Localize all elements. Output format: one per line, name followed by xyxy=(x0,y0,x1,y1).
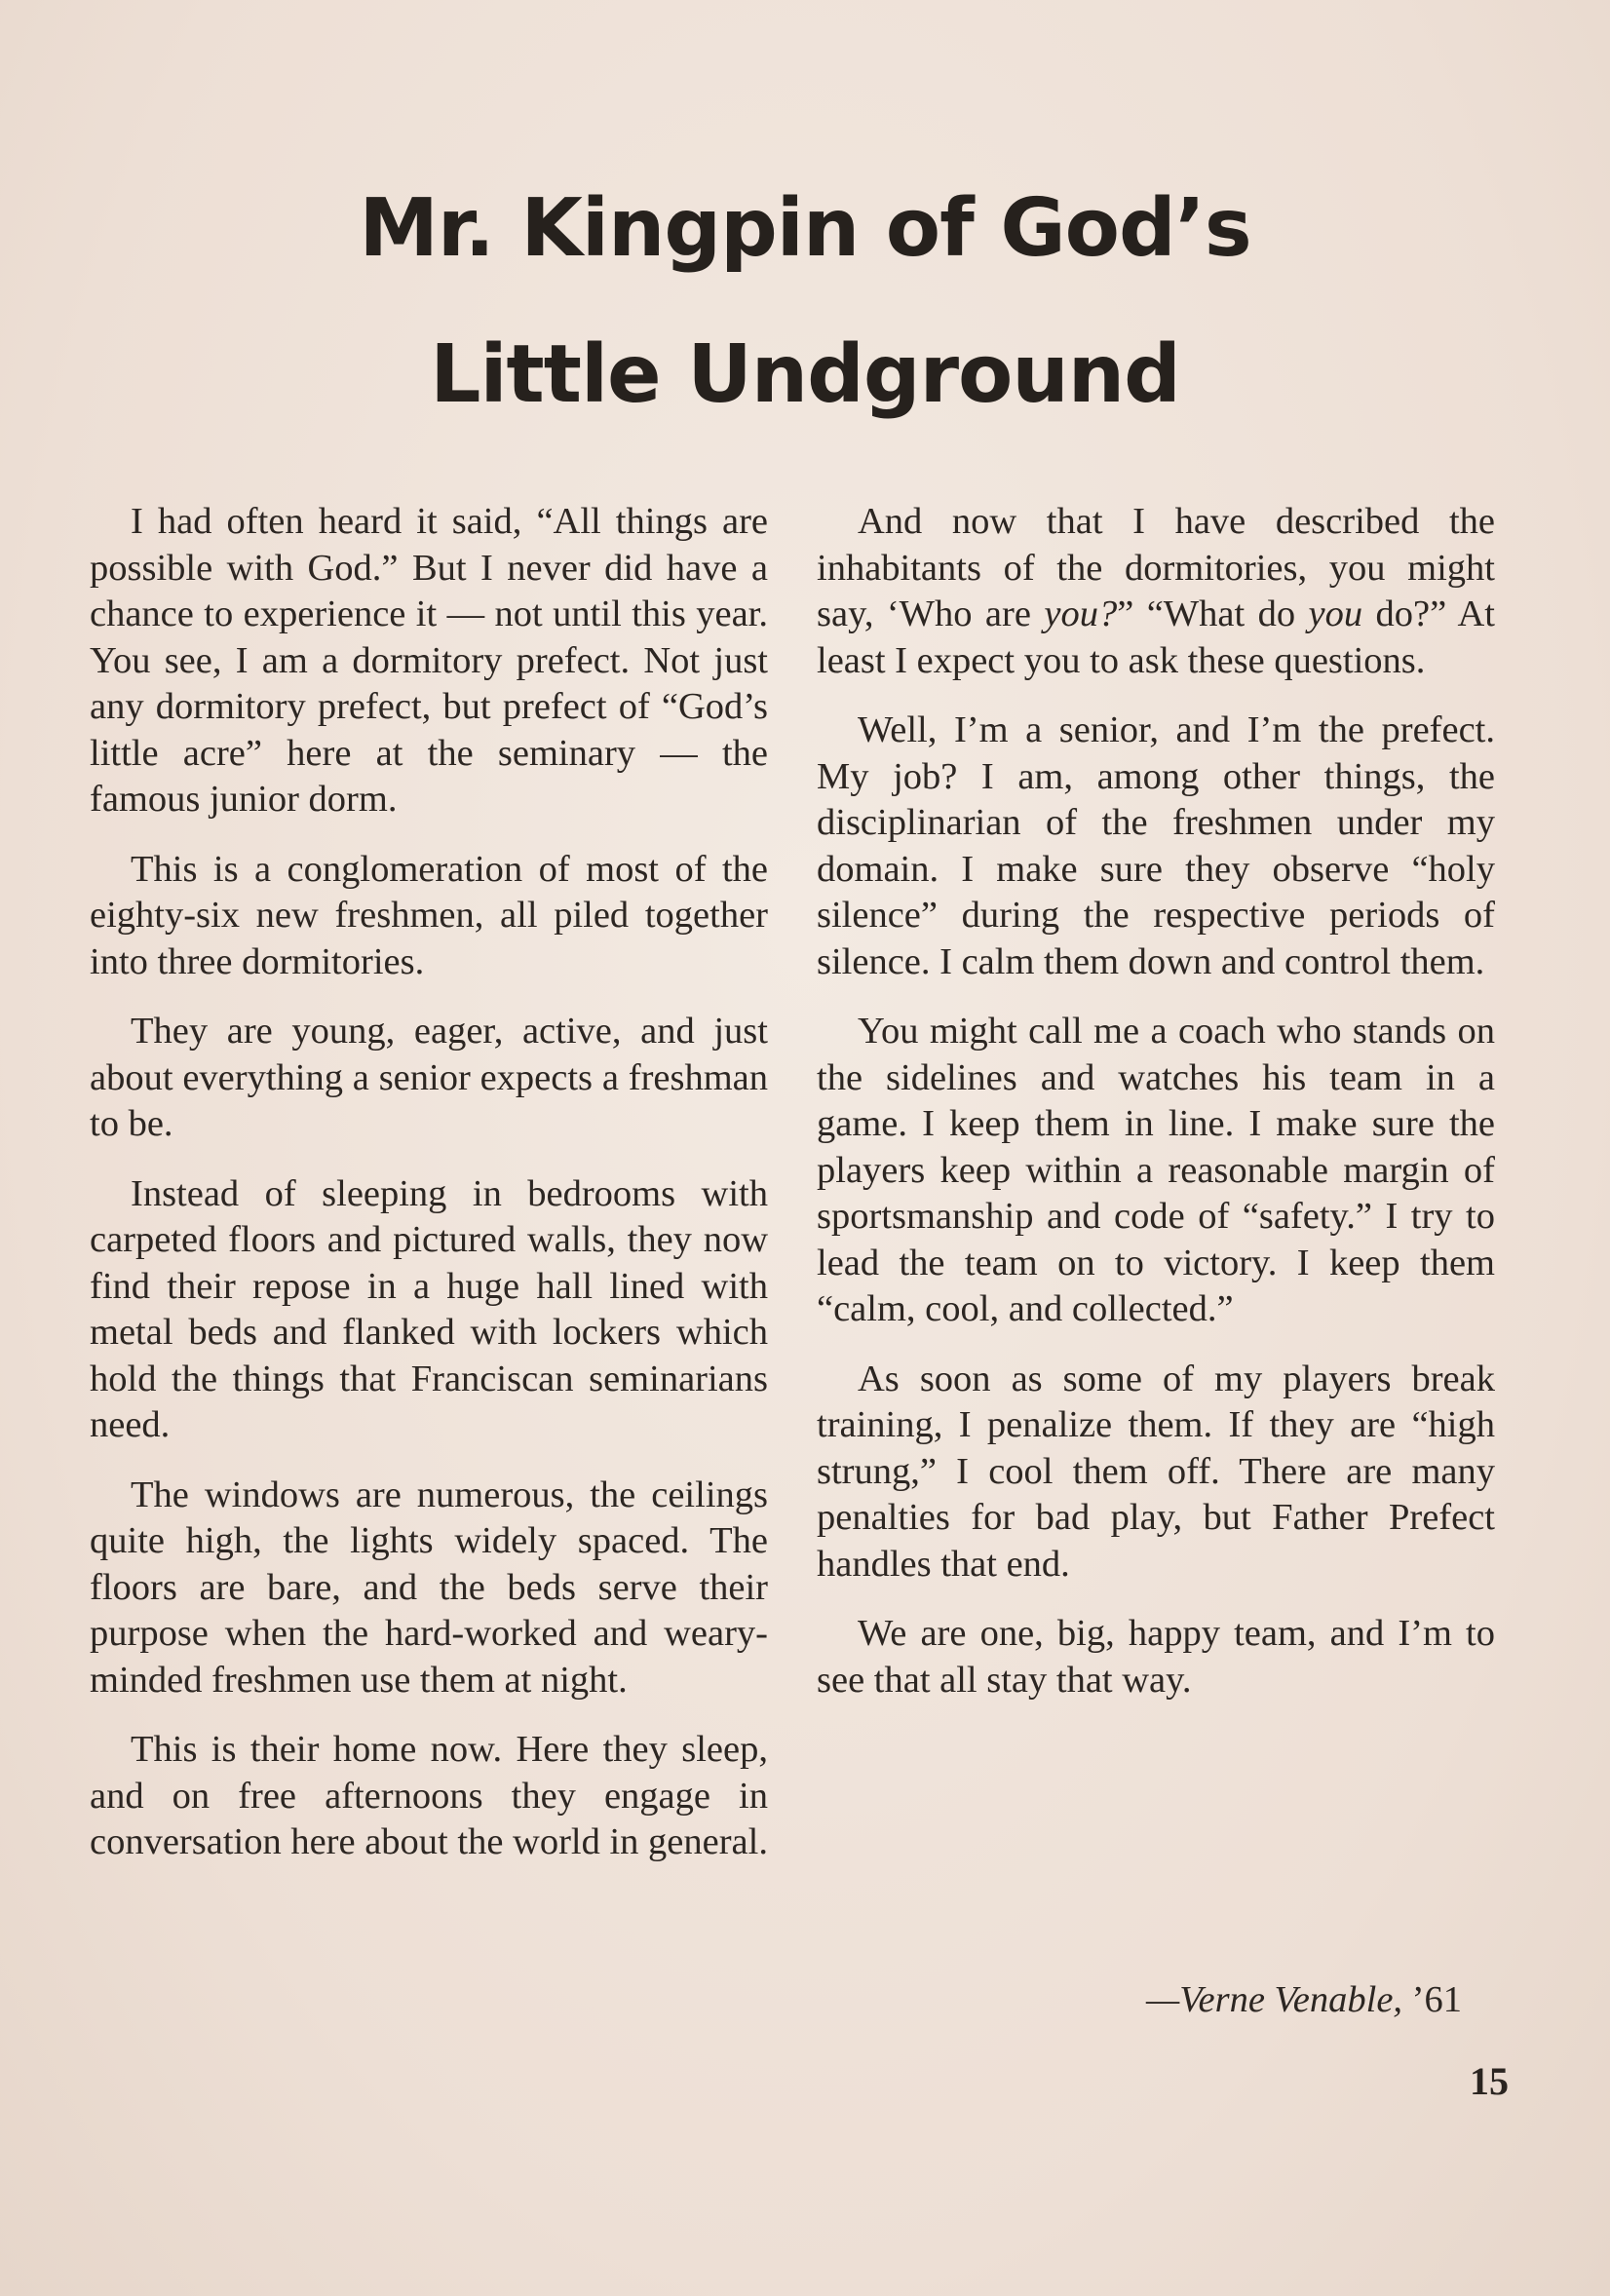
article-title xyxy=(0,156,1610,448)
title-line-2: Little Undground xyxy=(430,328,1180,421)
text-run: And now that I have described the inhabitants of the dormitories, you might say, ‘Who are xyxy=(817,501,1495,634)
title-line-1: Mr. Kingpin of God’s xyxy=(359,182,1251,275)
paragraph-with-emphasis xyxy=(817,499,1495,684)
paragraph: You might call me a coach who stands on the sidelines and watches his team in a game. I keep them in line. I make sure the players keep within a reasonable margin of sportsmanship and code of “safety.” I try to lead the team on to victory. I keep them “calm, cool, and collected.” xyxy=(817,1011,1495,1329)
paragraph: The windows are numerous, the ceilings quite high, the lights widely spaced. The floors are bare, and the beds serve their purpose when the hard-worked and weary-minded freshmen use them at night. xyxy=(90,1473,768,1701)
paragraph: As soon as some of my players break training, I penalize them. If they are “high strung,” I cool them off. There are many penalties for bad play, but Father Prefect handles that end. xyxy=(817,1358,1495,1585)
left-column xyxy=(90,499,768,1890)
paragraph: We are one, big, happy team, and I’m to see that all stay that way. xyxy=(817,1613,1495,1701)
text-run: do?” At least I expect you to ask these questions. xyxy=(817,593,1495,681)
paragraph: This is a conglomeration of most of the eighty-six new freshmen, all piled together into three dormitories. xyxy=(90,848,768,982)
emphasis-you: you xyxy=(1308,593,1363,634)
emphasis-you: you? xyxy=(1044,593,1118,634)
class-year: ’61 xyxy=(1402,1979,1462,2020)
paragraph: They are young, eager, active, and just about everything a senior expects a freshman to be. xyxy=(90,1011,768,1144)
author-name: —Verne Venable, xyxy=(1146,1979,1403,2020)
paragraph: This is their home now. Here they sleep, and on free afternoons they engage in conversation here about the world in general. xyxy=(90,1729,768,1862)
author-signature xyxy=(1146,1978,1462,2021)
paragraph: I had often heard it said, “All things are possible with God.” But I never did have a chance to experience it — not until this year. You see, I am a dormitory prefect. Not just any dormitory prefect, but prefect of “God’s little acre” here at the seminary — the famous junior dorm. xyxy=(90,501,768,820)
text-run: ” “What do xyxy=(1117,593,1309,634)
right-column xyxy=(817,499,1495,1727)
paragraph: Instead of sleeping in bedrooms with carpeted floors and pictured walls, they now find their repose in a huge hall lined with metal beds and flanked with lockers which hold the things that Franciscan seminarians need. xyxy=(90,1172,768,1445)
paragraph: Well, I’m a senior, and I’m the prefect. My job? I am, among other things, the disciplinarian of the freshmen under my domain. I make sure they observe “holy silence” during the respective periods of silence. I calm them down and control them. xyxy=(817,709,1495,982)
page-number: 15 xyxy=(1470,2059,1509,2103)
